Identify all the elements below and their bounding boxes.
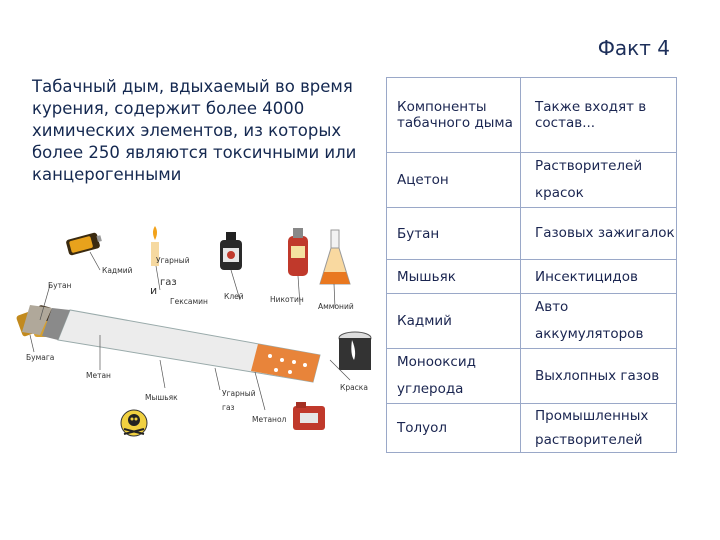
label-carbon-monoxide-bottom-1: Угарный [222,389,256,398]
table-header-components: Компоненты табачного дыма [387,78,521,153]
label-carbon-monoxide-top: Угарный [156,256,190,265]
table-cell-also-in: Выхлопных газов [521,349,677,404]
label-paint: Краска [340,383,368,392]
battery-icon [65,232,101,256]
label-carbon-monoxide-top-i: и [150,284,158,297]
spray-can-icon [288,228,308,276]
flask-icon [320,230,350,284]
label-methanol: Метанол [252,415,287,424]
fuel-can-icon [293,402,325,430]
table-header-row [387,78,677,153]
table-cell-component: Бутан [387,208,521,260]
label-hexamine: Гексамин [170,297,208,306]
components-table [386,77,677,453]
table-cell-also-in: Промышленных растворителей [521,404,677,453]
table-cell-component: Мышьяк [387,260,521,294]
table-cell-also-in: Растворителей красок [521,153,677,208]
label-arsenic: Мышьяк [145,393,178,402]
table-row [387,260,677,294]
label-cadmium: Кадмий [102,266,133,275]
table-cell-component: Кадмий [387,294,521,349]
label-paper: Бумага [26,353,55,362]
table-row [387,349,677,404]
label-methane: Метан [86,371,111,380]
table-cell-component: Ацетон [387,153,521,208]
label-glue: Клей [224,292,244,301]
table-cell-also-in: Авто аккумуляторов [521,294,677,349]
table-row [387,404,677,453]
paint-can-icon [339,332,371,370]
cigarette-icon [22,305,320,382]
table-row [387,208,677,260]
table-cell-also-in: Газовых зажигалок [521,208,677,260]
label-carbon-monoxide-top-gas: газ [160,277,177,288]
glue-bottle-icon [220,232,242,270]
fact-title: Факт 4 [597,36,670,60]
table-cell-component: Моноoксид углерода [387,349,521,404]
table-cell-component: Толуол [387,404,521,453]
table-cell-also-in: Инсектицидов [521,260,677,294]
cigarette-diagram [0,210,380,440]
label-carbon-monoxide-bottom-2: газ [222,403,235,412]
label-nicotine: Никотин [270,295,304,304]
table-row [387,294,677,349]
label-ammonium: Аммоний [318,302,354,311]
skull-icon [121,410,147,436]
table-header-also-in: Также входят в состав... [521,78,677,153]
table-row [387,153,677,208]
label-butane: Бутан [48,281,72,290]
intro-text: Табачный дым, вдыхаемый во время курения, содержит более 4000 химических элементов, из которых более 250 являются токсичными или канцерогенными [32,77,357,184]
